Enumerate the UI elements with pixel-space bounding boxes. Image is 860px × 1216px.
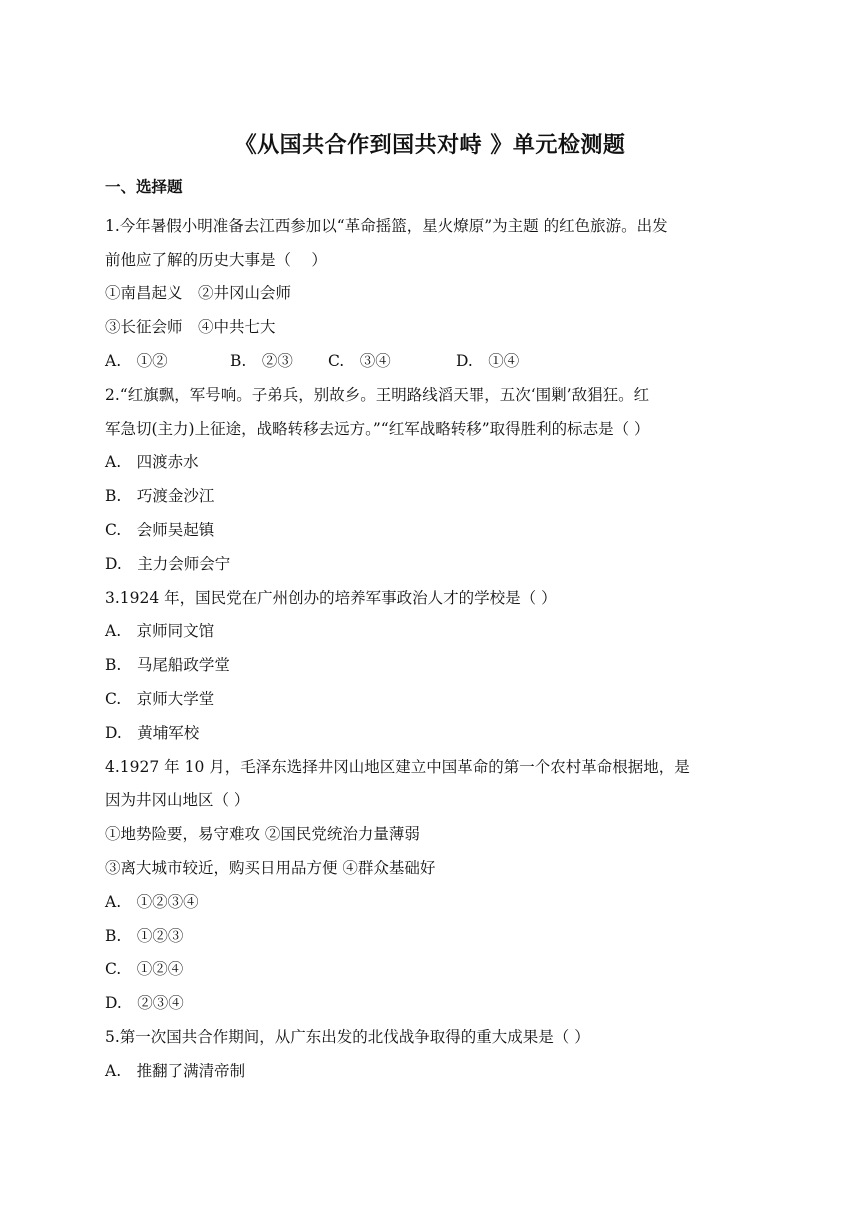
question-1-option-a: A. ①② [105,351,168,370]
question-1-option-b: B. ②③ [230,351,293,370]
question-5 [105,1021,765,1089]
question-4 [105,751,765,1021]
question-3-option-c: C. 京师大学堂 [105,689,215,708]
question-3-option-b: B. 马尾船政学堂 [105,656,230,675]
question-4-item-line-1: ①地势险要，易守难攻 ②国民党统治力量薄弱 [105,825,420,844]
question-2-option-c: C. 会师吴起镇 [105,520,215,539]
question-2-option-b: B. 巧渡金沙江 [105,487,215,506]
question-1-stem-line-1: 1.今年暑假小明准备去江西参加以“革命摇篮，星火燎原”为主题 的红色旅游。出发 [105,216,668,235]
section-heading: 一、选择题 [105,178,183,196]
question-2-stem-line-2: 军急切(主力)上征途，战略转移去远方。”“红军战略转移”取得胜利的标志是（ ） [105,419,650,438]
question-4-option-a: A. ①②③④ [105,892,199,911]
question-1-stem-line-2: 前他应了解的历史大事是（ ） [105,250,327,269]
question-4-stem-line-2: 因为井冈山地区（ ） [105,791,250,810]
question-1 [105,210,765,379]
question-4-stem-line-1: 4.1927 年 10 月，毛泽东选择井冈山地区建立中国革命的第一个农村革命根据地，是 [105,757,690,776]
question-3-option-a: A. 京师同文馆 [105,622,215,641]
question-2-option-a: A. 四渡赤水 [105,453,199,472]
question-2-option-d: D. 主力会师会宁 [105,554,231,573]
question-4-item-line-2: ③离大城市较近，购买日用品方便 ④群众基础好 [105,858,436,877]
question-1-options [105,345,765,379]
question-4-option-c: C. ①②④ [105,960,184,979]
document-body [105,176,765,1089]
question-4-option-d: D. ②③④ [105,994,184,1013]
question-2-stem-line-1: 2.“红旗飘，军号响。子弟兵，别故乡。王明路线滔天罪，五次‘围剿’敌猖狂。红 [105,385,650,404]
question-3-option-d: D. 黄埔军校 [105,723,200,742]
question-5-stem-line-1: 5.第一次国共合作期间，从广东出发的北伐战争取得的重大成果是（ ） [105,1027,590,1046]
question-1-item-line-1: ①南昌起义 ②井冈山会师 [105,284,292,303]
question-3-stem-line-1: 3.1924 年，国民党在广州创办的培养军事政治人才的学校是（ ） [105,588,557,607]
question-4-option-b: B. ①②③ [105,926,184,945]
document-title: 《从国共合作到国共对峙 》单元检测题 [234,133,626,158]
question-1-option-d: D. ①④ [456,351,520,370]
question-5-option-a: A. 推翻了满清帝制 [105,1061,246,1080]
question-1-item-line-2: ③长征会师 ④中共七大 [105,318,276,337]
question-3 [105,582,765,751]
question-1-option-c: C. ③④ [328,351,391,370]
question-2 [105,379,765,582]
